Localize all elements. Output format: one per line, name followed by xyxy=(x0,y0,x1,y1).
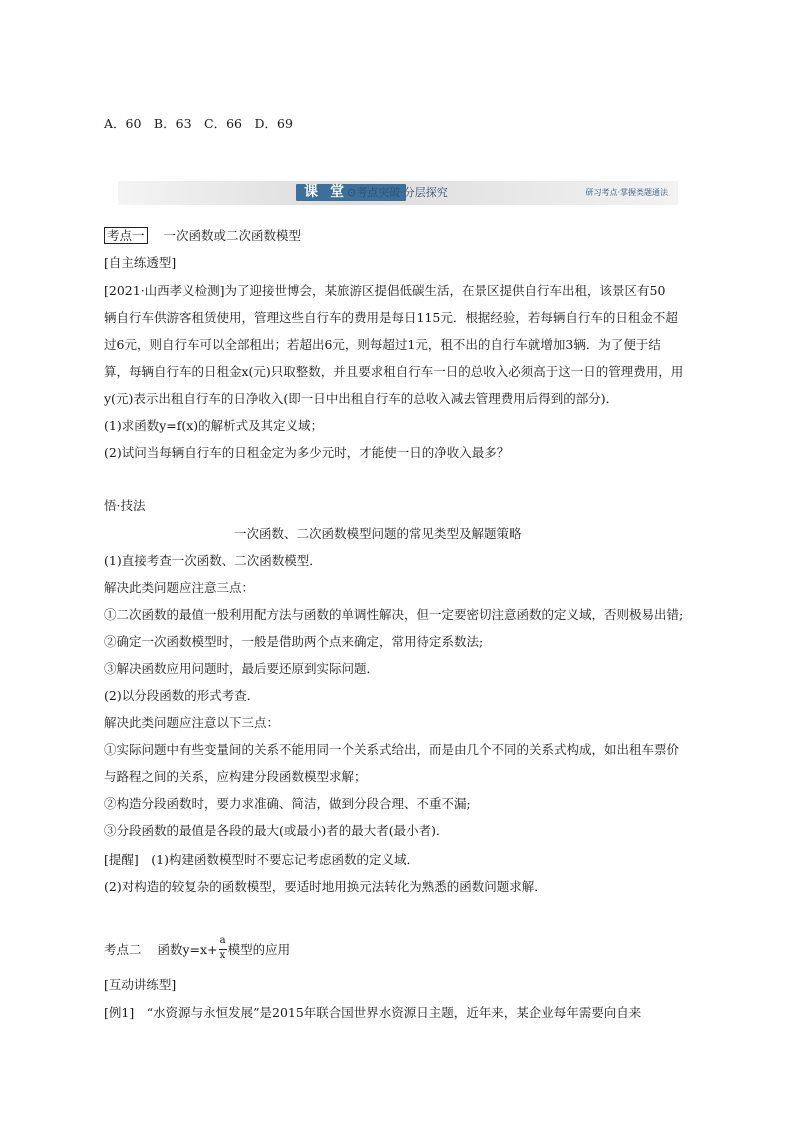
answer-options: A．60 B．63 C．66 D．69 xyxy=(104,116,293,131)
section2-title-post: 模型的应用 xyxy=(227,942,291,957)
problem-line-3: 过6元，则自行车可以全部租出；若超出6元，则每超过1元，租不出的自行车就增加3辆．为了便于结 xyxy=(104,337,661,352)
section1-heading xyxy=(104,228,301,244)
method-center-title: 一次函数、二次函数模型问题的常见类型及解题策略 xyxy=(234,526,522,541)
method-line-3: ①二次函数的最值一般利用配方法与函数的单调性解决，但一定要密切注意函数的定义域，否则极易出错; xyxy=(104,607,684,622)
problem-line-4: 算，每辆自行车的日租金x(元)只取整数，并且要求租自行车一日的总收入必须高于这一日的管理费用，用 xyxy=(104,364,684,379)
method-line-8: ①实际问题中有些变量间的关系不能用同一个关系式给出，而是由几个不同的关系式构成，如出租车票价 xyxy=(104,742,680,757)
method-line-4: ②确定一次函数模型时，一般是借助两个点来确定，常用待定系数法; xyxy=(104,634,484,649)
section-banner xyxy=(118,181,678,205)
method-heading: 悟·技法 xyxy=(104,498,146,513)
banner-subtitle: ⊙考点突破·分层探究 xyxy=(347,186,448,199)
problem-line-2: 辆自行车供游客租赁使用，管理这些自行车的费用是每日115元．根据经验，若每辆自行车的日租金不超 xyxy=(104,310,678,325)
reminder-2: (2)对构造的较复杂的函数模型，要适时地用换元法转化为熟悉的函数问题求解． xyxy=(104,879,547,894)
section2-label: 考点二 xyxy=(104,942,142,957)
example-1: [例1] “水资源与永恒发展”是2015年联合国世界水资源日主题，近年来，某企业每年需要向自来 xyxy=(104,1005,642,1020)
method-line-5: ③解决函数应用问题时，最后要还原到实际问题． xyxy=(104,661,380,676)
method-line-2: 解决此类问题应注意三点： xyxy=(104,580,255,595)
reminder-1: [提醒] (1)构建函数模型时不要忘记考虑函数的定义域． xyxy=(104,852,419,867)
section2-tag: [互动讲练型] xyxy=(104,977,177,992)
method-line-1: (1)直接考查一次函数、二次函数模型． xyxy=(104,553,322,568)
fraction-numerator: a xyxy=(219,934,226,946)
method-line-9: 与路程之间的关系，应构建分段函数模型求解； xyxy=(104,769,367,784)
question-2: (2)试问当每辆自行车的日租金定为多少元时，才能使一日的净收入最多？ xyxy=(104,445,510,460)
banner-right-note: 研习考点·掌握类题通法 xyxy=(585,188,668,197)
method-line-7: 解决此类问题应注意以下三点： xyxy=(104,715,280,730)
problem-line-5: y(元)表示出租自行车的日净收入(即一日中出租自行车的总收入减去管理费用后得到的部分)． xyxy=(104,391,619,406)
problem-line-1: [2021·山西孝义检测]为了迎接世博会，某旅游区提倡低碳生活，在景区提供自行车出租，该景区有50 xyxy=(104,283,666,298)
question-1: (1)求函数y=f(x)的解析式及其定义域； xyxy=(104,418,324,433)
section1-label: 考点一 xyxy=(104,227,148,244)
section2-heading xyxy=(104,934,291,961)
section1-tag: [自主练透型] xyxy=(104,255,177,270)
method-line-10: ②构造分段函数时，要力求准确、简洁，做到分段合理、不重不漏; xyxy=(104,796,471,811)
banner-main-text: 课堂 xyxy=(304,184,356,200)
section1-title: 一次函数或二次函数模型 xyxy=(163,228,302,243)
method-line-6: (2)以分段函数的形式考查． xyxy=(104,688,260,703)
section2-title-pre: 函数y=x+ xyxy=(157,942,218,957)
method-line-11: ③分段函数的最值是各段的最大(或最小)者的最大者(最小者)． xyxy=(104,823,449,838)
fraction-denominator: x xyxy=(219,949,226,961)
fraction-a-over-x xyxy=(218,934,228,961)
